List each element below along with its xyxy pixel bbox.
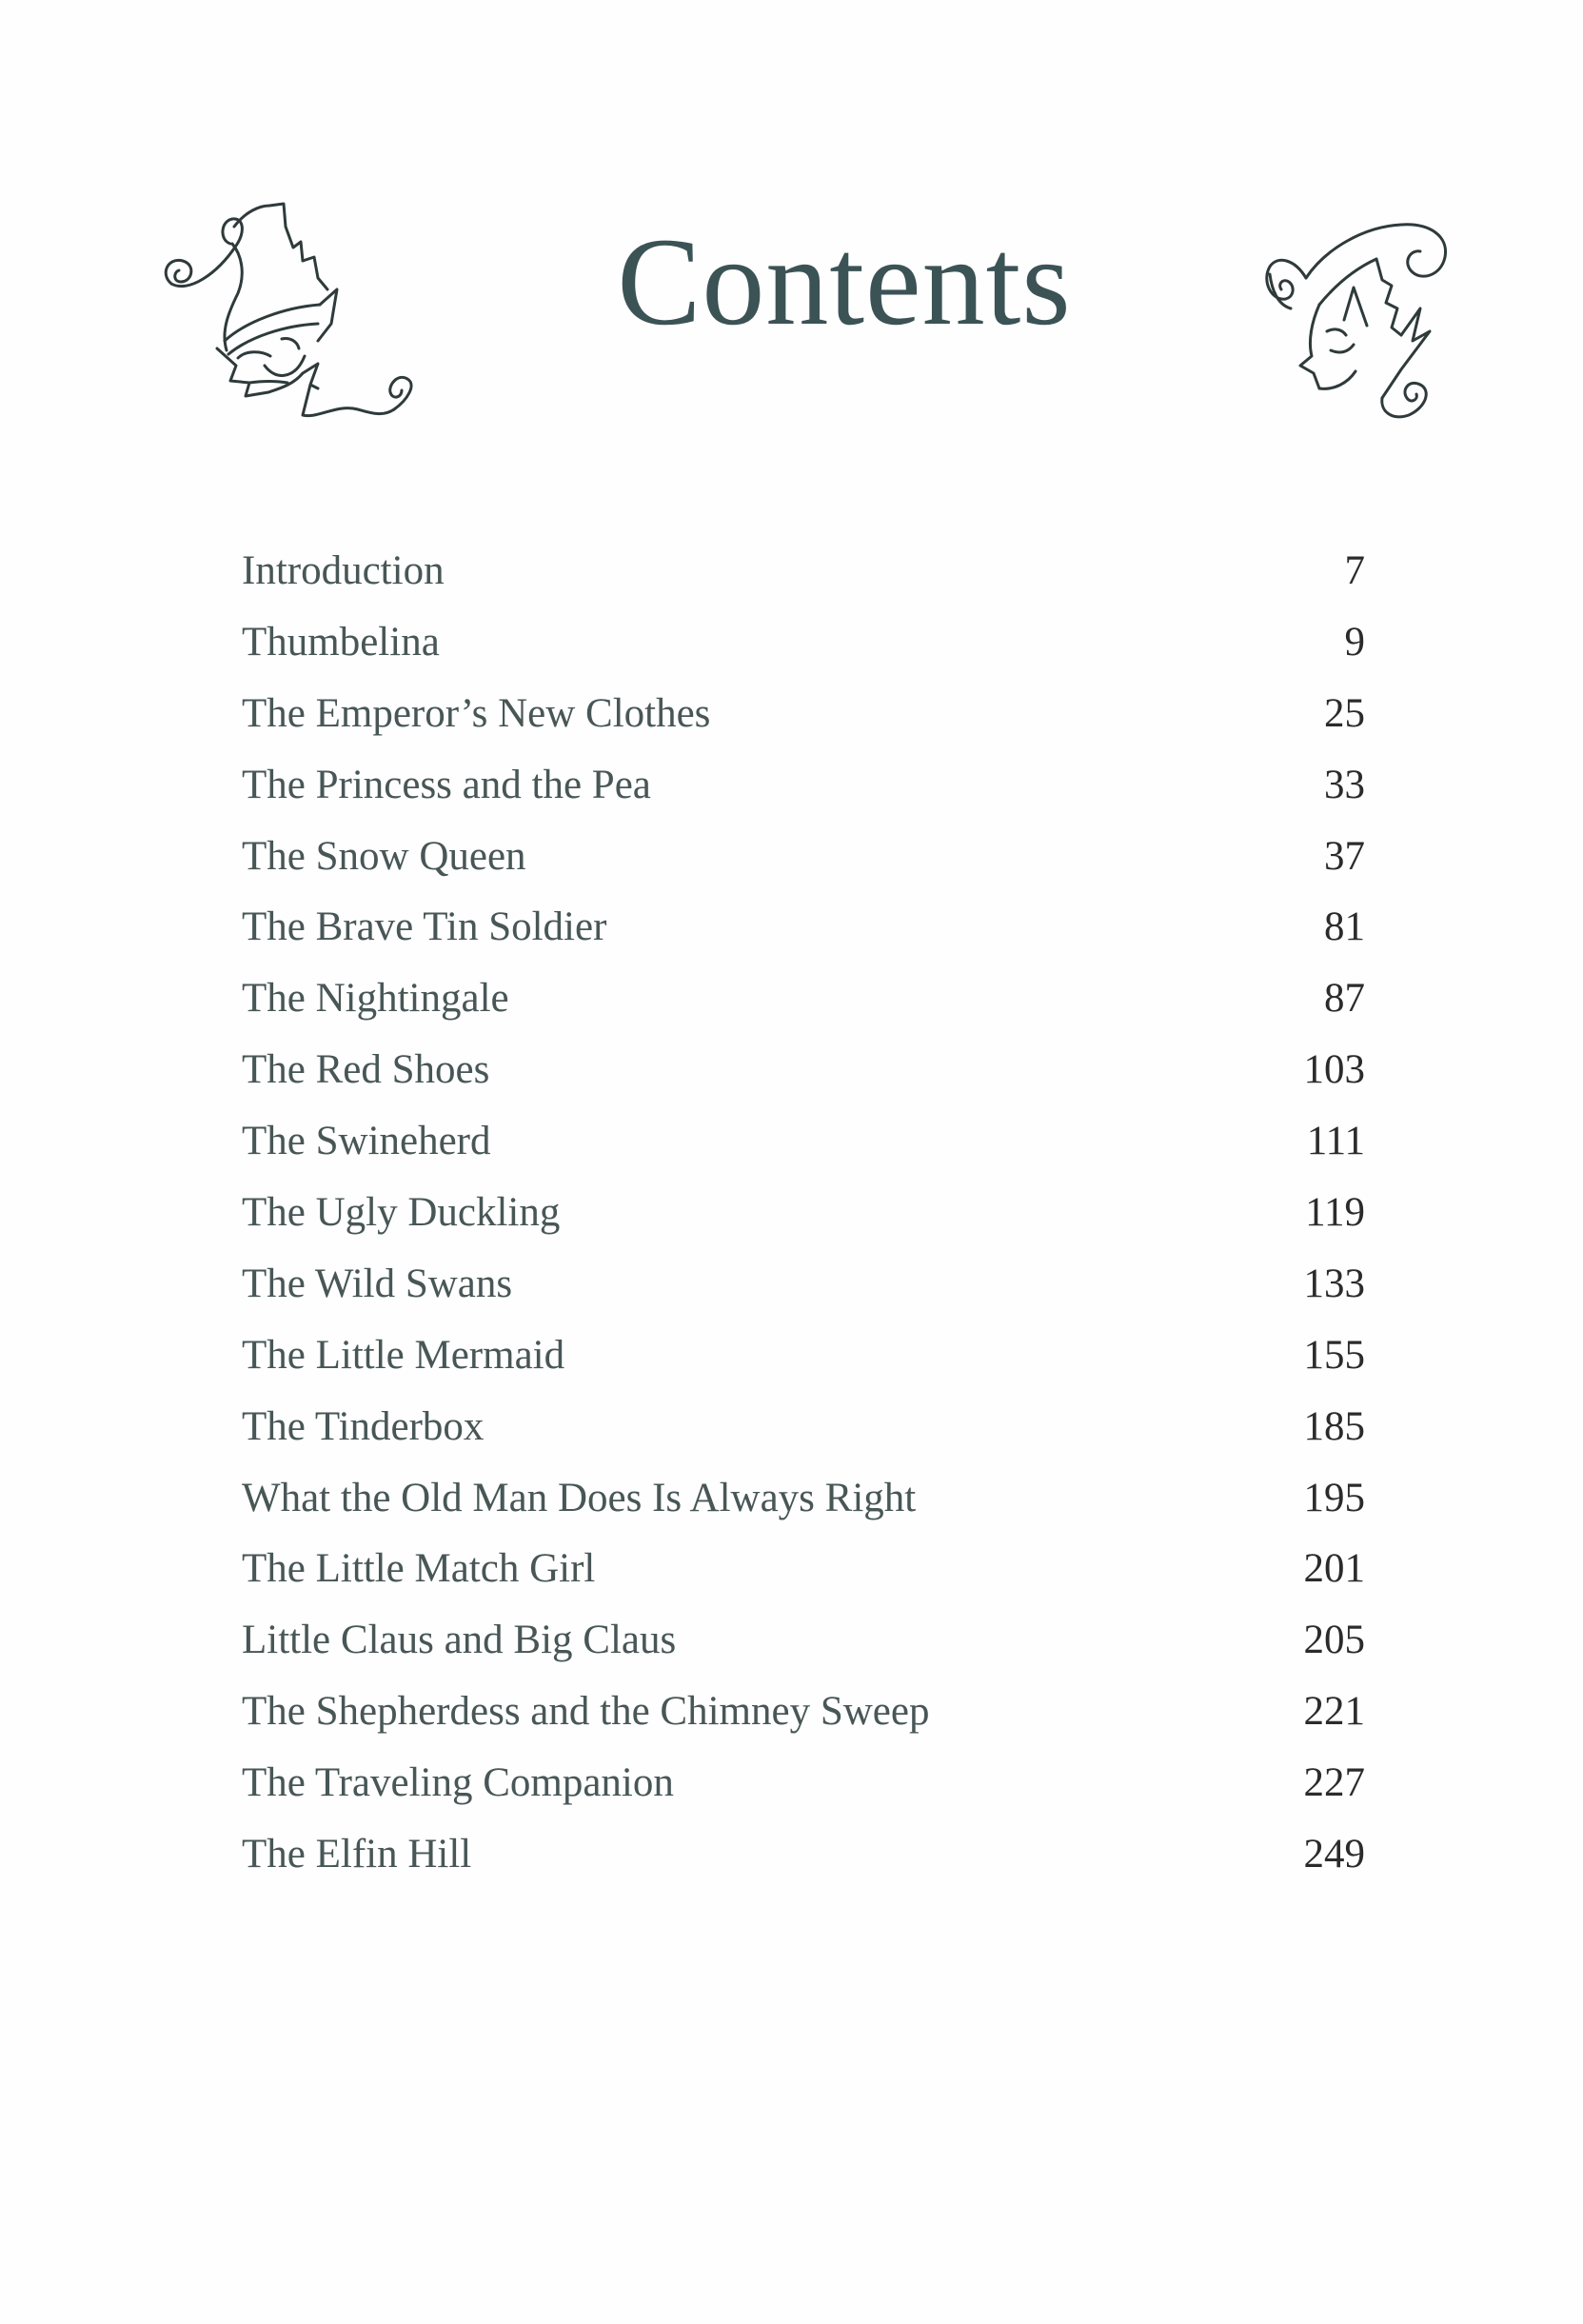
toc-entry-title: The Snow Queen (242, 833, 526, 879)
elf-ornament-right-icon (1249, 202, 1460, 423)
toc-entry-title: The Emperor’s New Clothes (242, 690, 711, 736)
toc-entry[interactable] (242, 1540, 1365, 1612)
toc-entry-page: 87 (1324, 976, 1365, 1022)
toc-entry-page: 119 (1305, 1190, 1365, 1236)
toc-entry[interactable] (242, 614, 1365, 685)
toc-entry-title: The Elfin Hill (242, 1832, 472, 1877)
toc-entry-page: 221 (1303, 1689, 1365, 1735)
toc-entry-page: 33 (1324, 762, 1365, 807)
toc-entry[interactable] (242, 1327, 1365, 1399)
toc-entry-title: The Ugly Duckling (242, 1190, 561, 1236)
toc-entry-page: 37 (1324, 833, 1365, 879)
toc-entry[interactable] (242, 1184, 1365, 1256)
toc-entry[interactable] (242, 1470, 1365, 1541)
toc-entry[interactable] (242, 543, 1365, 614)
page-title: Contents (617, 211, 1072, 351)
table-of-contents (242, 543, 1365, 1897)
toc-entry-page: 133 (1303, 1261, 1365, 1306)
page-header (0, 0, 1583, 447)
toc-entry-title: The Wild Swans (242, 1261, 513, 1306)
toc-entry-page: 7 (1344, 548, 1365, 593)
toc-entry-page: 9 (1344, 619, 1365, 665)
toc-entry-title: Introduction (242, 548, 445, 593)
toc-entry[interactable] (242, 1256, 1365, 1327)
toc-entry-title: Little Claus and Big Claus (242, 1618, 677, 1663)
toc-entry-title: What the Old Man Does Is Always Right (242, 1475, 917, 1520)
toc-entry-page: 185 (1303, 1403, 1365, 1449)
toc-entry-page: 205 (1303, 1618, 1365, 1663)
toc-entry-title: The Red Shoes (242, 1047, 490, 1093)
toc-entry[interactable] (242, 1113, 1365, 1184)
toc-entry[interactable] (242, 1042, 1365, 1113)
toc-entry-page: 155 (1303, 1332, 1365, 1378)
toc-entry-title: The Swineherd (242, 1119, 491, 1164)
toc-entry-title: The Traveling Companion (242, 1760, 674, 1806)
toc-entry-title: The Nightingale (242, 976, 509, 1022)
toc-entry-page: 227 (1303, 1760, 1365, 1806)
toc-entry[interactable] (242, 1612, 1365, 1683)
elf-ornament-left-icon (150, 198, 426, 427)
toc-entry[interactable] (242, 1755, 1365, 1826)
toc-entry-page: 111 (1306, 1119, 1365, 1164)
toc-entry-page: 81 (1324, 904, 1365, 950)
toc-entry[interactable] (242, 1399, 1365, 1470)
toc-entry[interactable] (242, 828, 1365, 900)
toc-entry-title: The Princess and the Pea (242, 762, 651, 807)
toc-entry[interactable] (242, 685, 1365, 757)
toc-entry[interactable] (242, 899, 1365, 970)
toc-entry-page: 25 (1324, 690, 1365, 736)
toc-entry-title: The Tinderbox (242, 1403, 485, 1449)
toc-entry-page: 195 (1303, 1475, 1365, 1520)
toc-entry-page: 103 (1303, 1047, 1365, 1093)
toc-entry-title: The Shepherdess and the Chimney Sweep (242, 1689, 930, 1735)
toc-entry[interactable] (242, 1683, 1365, 1755)
toc-entry-page: 201 (1303, 1546, 1365, 1592)
toc-entry[interactable] (242, 757, 1365, 828)
toc-entry-title: The Brave Tin Soldier (242, 904, 607, 950)
toc-entry-title: Thumbelina (242, 619, 440, 665)
toc-entry-title: The Little Mermaid (242, 1332, 565, 1378)
toc-entry-title: The Little Match Girl (242, 1546, 596, 1592)
toc-entry[interactable] (242, 970, 1365, 1042)
toc-entry-page: 249 (1303, 1832, 1365, 1877)
toc-entry[interactable] (242, 1826, 1365, 1897)
